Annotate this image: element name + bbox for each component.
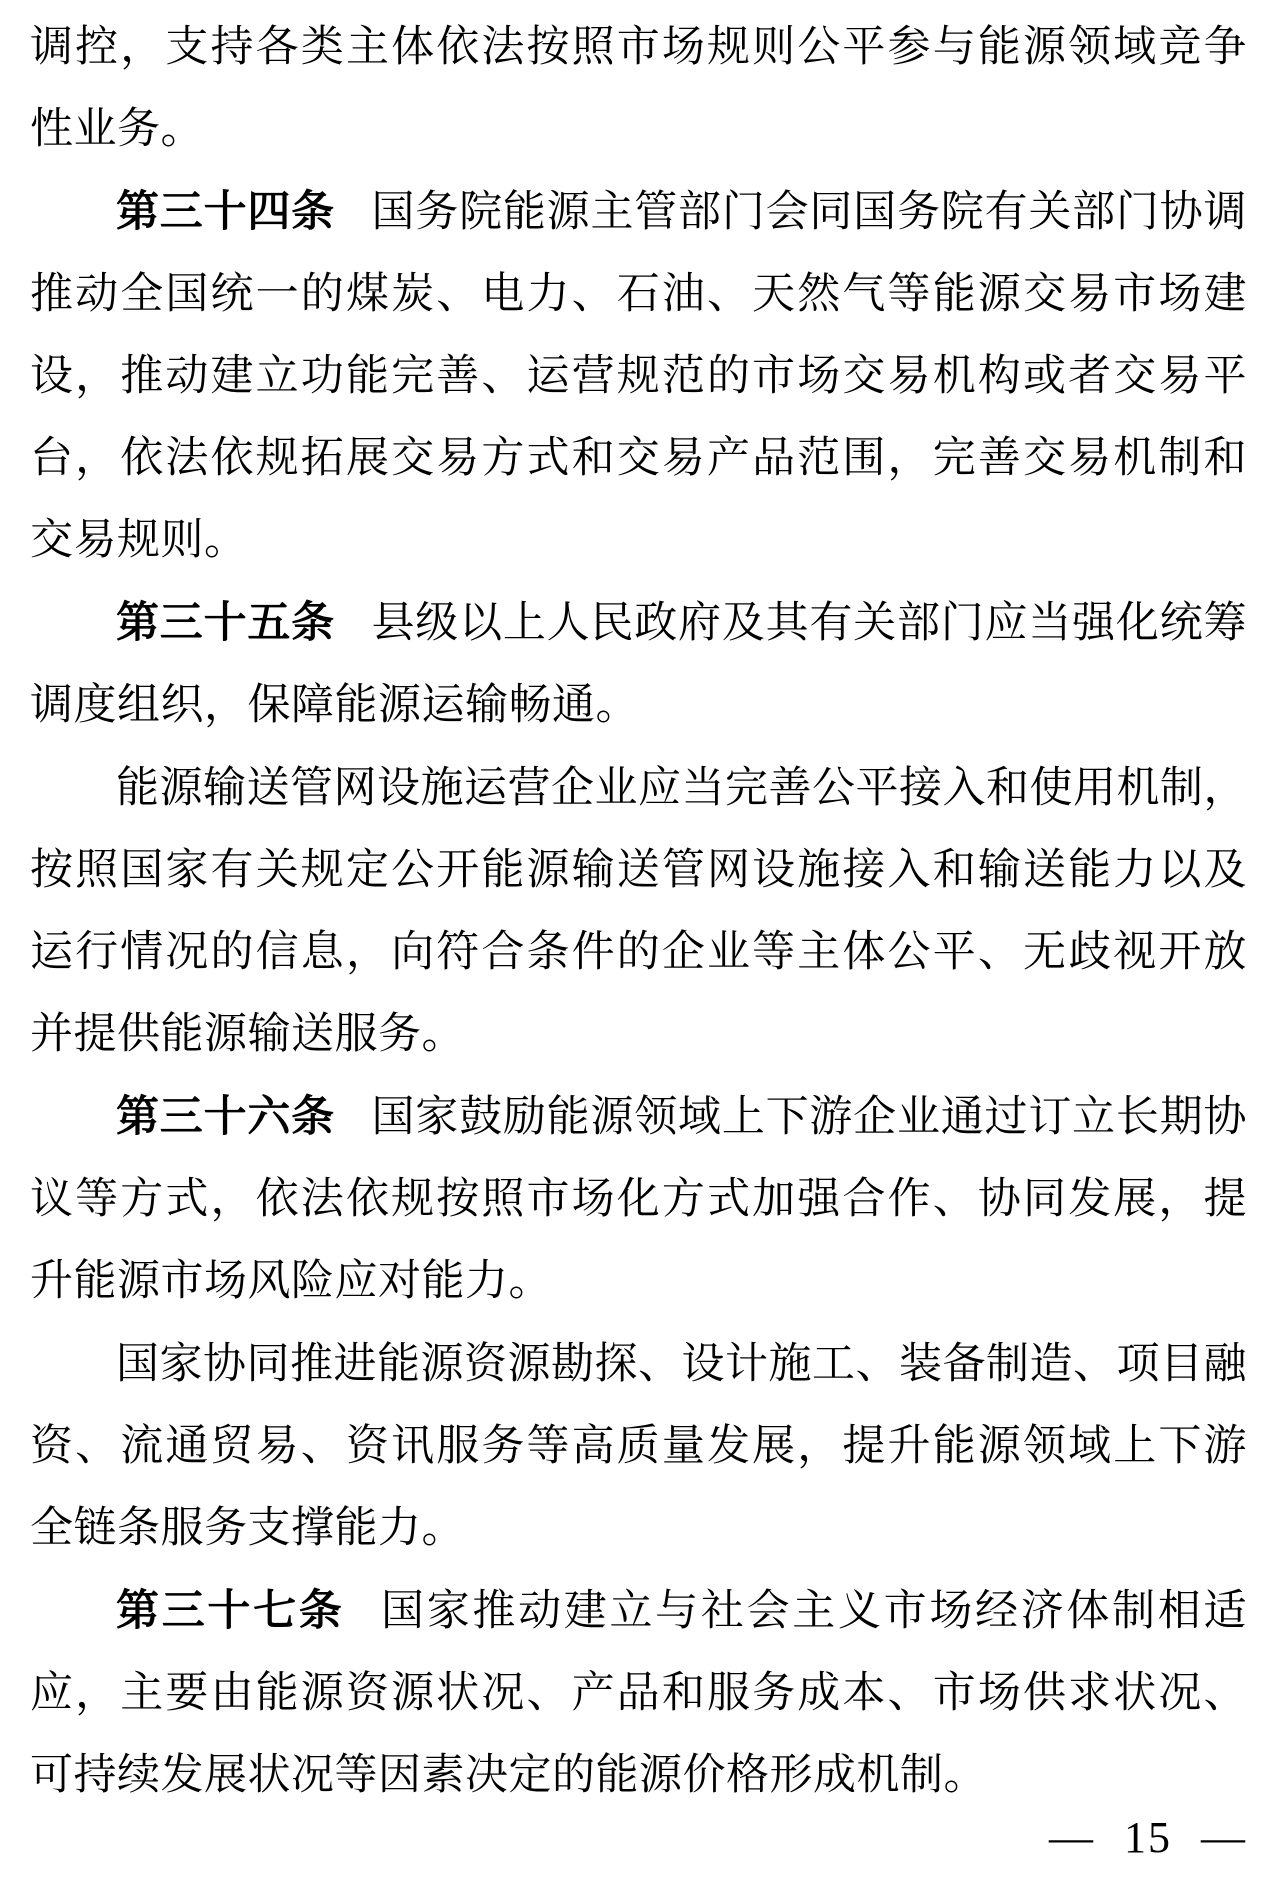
paragraph-article-35-clause-2 [30, 747, 1247, 1076]
paragraph-text: 国务院能源主管部门会同国务院有关部门协调推动全国统一的煤炭、电力、石油、天然气等能源交易市场建设，推动建立功能完善、运营规范的市场交易机构或者交易平台，依法依规拓展交易方式和交易产品范围，完善交易机制和交易规则。 [30, 189, 1248, 564]
paragraph-continuation [30, 6, 1247, 171]
paragraph-text: 国家鼓励能源领域上下游企业通过订立长期协议等方式，依法依规按照市场化方式加强合作、协同发展，提升能源市场风险应对能力。 [30, 1094, 1248, 1305]
paragraph-article-36 [30, 1076, 1247, 1323]
paragraph-article-35 [30, 582, 1247, 747]
article-number: 第三十六条 [116, 1093, 335, 1141]
article-number: 第三十四条 [116, 188, 335, 236]
paragraph-article-36-clause-2 [30, 1323, 1247, 1570]
article-number: 第三十五条 [116, 599, 335, 647]
paragraph-text: 县级以上人民政府及其有关部门应当强化统筹调度组织，保障能源运输畅通。 [30, 600, 1248, 729]
document-body [30, 6, 1247, 1817]
article-number: 第三十七条 [116, 1587, 345, 1635]
paragraph-text: 国家协同推进能源资源勘探、设计施工、装备制造、项目融资、流通贸易、资讯服务等高质量发展，提升能源领域上下游全链条服务支撑能力。 [30, 1341, 1247, 1552]
paragraph-article-34 [30, 171, 1247, 582]
paragraph-article-37 [30, 1570, 1247, 1817]
page-number: — 15 — [1049, 1813, 1247, 1862]
paragraph-text: 国家推动建立与社会主义市场经济体制相适应，主要由能源资源状况、产品和服务成本、市场供求状况、可持续发展状况等因素决定的能源价格形成机制。 [30, 1588, 1248, 1799]
paragraph-text: 能源输送管网设施运营企业应当完善公平接入和使用机制，按照国家有关规定公开能源输送管网设施接入和输送能力以及运行情况的信息，向符合条件的企业等主体公平、无歧视开放并提供能源输送服务。 [30, 765, 1247, 1058]
paragraph-text: 调控，支持各类主体依法按照市场规则公平参与能源领域竞争性业务。 [30, 24, 1247, 153]
